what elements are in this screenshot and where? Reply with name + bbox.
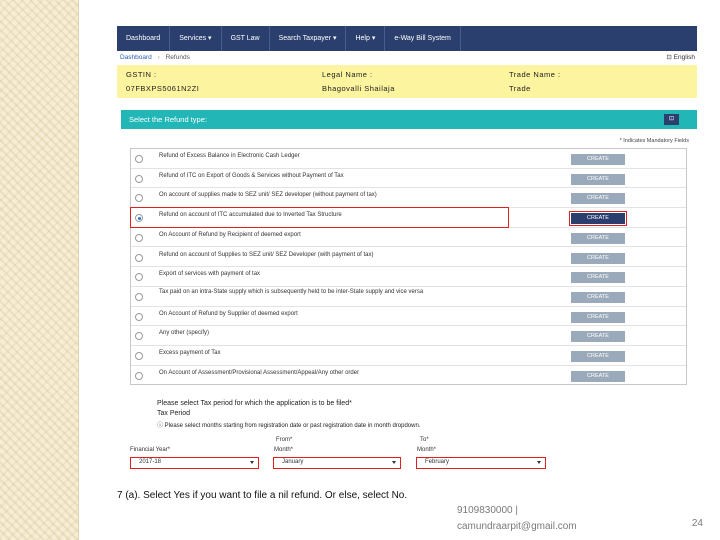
selected-option-highlight bbox=[130, 207, 509, 228]
trade-name-value: Trade bbox=[509, 84, 531, 93]
from-month-value: January bbox=[282, 459, 304, 465]
refund-option-radio[interactable] bbox=[135, 293, 143, 301]
breadcrumb-current: Refunds bbox=[165, 54, 190, 61]
breadcrumb-dashboard[interactable]: Dashboard bbox=[120, 54, 152, 61]
nav-eway-bill[interactable]: e-Way Bill System bbox=[385, 26, 461, 51]
create-button[interactable]: CREATE bbox=[571, 174, 625, 185]
create-button[interactable]: CREATE bbox=[571, 233, 625, 244]
create-button[interactable]: CREATE bbox=[571, 371, 625, 382]
refund-option-label: Any other (specify) bbox=[159, 330, 210, 337]
refund-option-row bbox=[131, 307, 686, 327]
to-month-value: February bbox=[425, 459, 450, 465]
legal-name-label: Legal Name : bbox=[322, 70, 373, 79]
refund-option-label: On Account of Refund by Supplier of deemed export bbox=[159, 310, 298, 317]
refund-option-radio[interactable] bbox=[135, 273, 143, 281]
nav-services[interactable]: Services ▾ bbox=[170, 26, 221, 51]
gst-portal-screenshot bbox=[117, 26, 697, 471]
slide-step-instruction: 7 (a). Select Yes if you want to file a nil refund. Or else, select No. bbox=[117, 490, 408, 501]
refund-option-radio[interactable] bbox=[135, 175, 143, 183]
refund-option-label: On Account of Assessment/Provisional Assessment/Appeal/Any other order bbox=[159, 369, 360, 376]
refund-option-label: On Account of Refund by Recipient of deemed export bbox=[159, 231, 301, 238]
refund-option-label: On account of supplies made to SEZ unit/ SEZ developer (without payment of tax) bbox=[159, 192, 377, 199]
to-label: To* bbox=[420, 437, 429, 443]
refund-option-row bbox=[131, 228, 686, 248]
refund-option-row bbox=[131, 188, 686, 208]
refund-option-radio[interactable] bbox=[135, 372, 143, 380]
from-month-select[interactable] bbox=[273, 457, 401, 469]
refund-option-row bbox=[131, 346, 686, 366]
refund-type-header bbox=[121, 110, 697, 129]
refund-option-row bbox=[131, 366, 686, 386]
from-month-label: Month* bbox=[274, 447, 294, 453]
gstin-label: GSTIN : bbox=[126, 70, 157, 79]
trade-name-label: Trade Name : bbox=[509, 70, 561, 79]
nav-help[interactable]: Help ▾ bbox=[346, 26, 385, 51]
nav-dashboard[interactable]: Dashboard bbox=[117, 26, 170, 51]
mandatory-fields-note: * Indicates Mandatory Fields bbox=[619, 138, 689, 144]
legal-name-value: Bhagovalli Shailaja bbox=[322, 84, 395, 93]
chevron-down-icon bbox=[392, 461, 396, 464]
breadcrumb bbox=[117, 51, 697, 65]
contact-phone: 9109830000 | bbox=[457, 505, 518, 516]
refund-option-radio[interactable] bbox=[135, 352, 143, 360]
tax-period-title: Tax Period bbox=[157, 410, 191, 417]
create-button-highlight bbox=[569, 211, 627, 226]
refund-option-label: Refund on account of Supplies to SEZ unit/ SEZ Developer (with payment of tax) bbox=[159, 251, 374, 258]
refund-option-radio[interactable] bbox=[135, 155, 143, 163]
refund-option-row bbox=[131, 248, 686, 268]
contact-email: camundraarpit@gmail.com bbox=[457, 521, 577, 532]
refund-option-row bbox=[131, 149, 686, 169]
create-button[interactable]: CREATE bbox=[571, 331, 625, 342]
create-button[interactable]: CREATE bbox=[571, 154, 625, 165]
refund-option-label: Refund on account of ITC accumulated due to Inverted Tax Structure bbox=[159, 212, 342, 219]
refund-option-radio[interactable] bbox=[135, 313, 143, 321]
refund-option-radio[interactable] bbox=[135, 194, 143, 202]
create-button[interactable]: CREATE bbox=[571, 292, 625, 303]
create-button[interactable]: CREATE bbox=[571, 312, 625, 323]
breadcrumb-separator: › bbox=[157, 54, 160, 61]
nav-search-taxpayer[interactable]: Search Taxpayer ▾ bbox=[270, 26, 347, 51]
refund-option-label: Excess payment of Tax bbox=[159, 350, 221, 356]
taxpayer-info-panel bbox=[117, 65, 697, 98]
refund-option-row-selected bbox=[131, 208, 686, 228]
tax-period-note: ⓘ Please select months starting from registration date or past registration date in month dropdown. bbox=[157, 423, 421, 429]
footer-contact bbox=[457, 503, 577, 535]
refund-option-radio[interactable] bbox=[135, 332, 143, 340]
decorative-side-strip bbox=[0, 0, 79, 540]
chevron-down-icon bbox=[537, 461, 541, 464]
chevron-down-icon bbox=[250, 461, 254, 464]
refund-option-label: Tax paid on an intra-State supply which is subsequently held to be inter-State supply and vice versa bbox=[159, 288, 424, 295]
refund-options-list bbox=[130, 148, 687, 385]
top-navigation-bar bbox=[117, 26, 697, 51]
refund-option-label: Refund of Excess Balance in Electronic Cash Ledger bbox=[159, 153, 300, 159]
to-month-label: Month* bbox=[417, 447, 437, 453]
help-button[interactable]: ⊡ bbox=[664, 114, 679, 125]
refund-option-radio[interactable] bbox=[135, 254, 143, 262]
from-label: From* bbox=[276, 437, 293, 443]
financial-year-value: 2017-18 bbox=[139, 459, 162, 465]
refund-option-label: Export of services with payment of tax bbox=[159, 271, 261, 278]
refund-option-radio[interactable] bbox=[135, 234, 143, 242]
financial-year-label: Financial Year* bbox=[130, 447, 171, 453]
refund-option-row bbox=[131, 287, 686, 307]
create-button-active[interactable]: CREATE bbox=[571, 213, 625, 224]
refund-type-heading: Select the Refund type: bbox=[129, 115, 207, 124]
refund-option-row bbox=[131, 267, 686, 287]
refund-option-row bbox=[131, 326, 686, 346]
language-selector[interactable]: ⊡ English bbox=[666, 54, 695, 61]
gstin-value: 07FBXPS5061N2ZI bbox=[126, 84, 200, 93]
create-button[interactable]: CREATE bbox=[571, 351, 625, 362]
nav-gst-law[interactable]: GST Law bbox=[222, 26, 270, 51]
refund-option-label: Refund of ITC on Export of Goods & Services without Payment of Tax bbox=[159, 172, 344, 179]
refund-option-row bbox=[131, 169, 686, 189]
create-button[interactable]: CREATE bbox=[571, 272, 625, 283]
financial-year-select[interactable] bbox=[130, 457, 259, 469]
tax-period-instruction: Please select Tax period for which the application is to be filed* bbox=[157, 400, 352, 407]
create-button[interactable]: CREATE bbox=[571, 253, 625, 264]
page-number: 24 bbox=[691, 518, 703, 529]
to-month-select[interactable] bbox=[416, 457, 546, 469]
create-button[interactable]: CREATE bbox=[571, 193, 625, 204]
